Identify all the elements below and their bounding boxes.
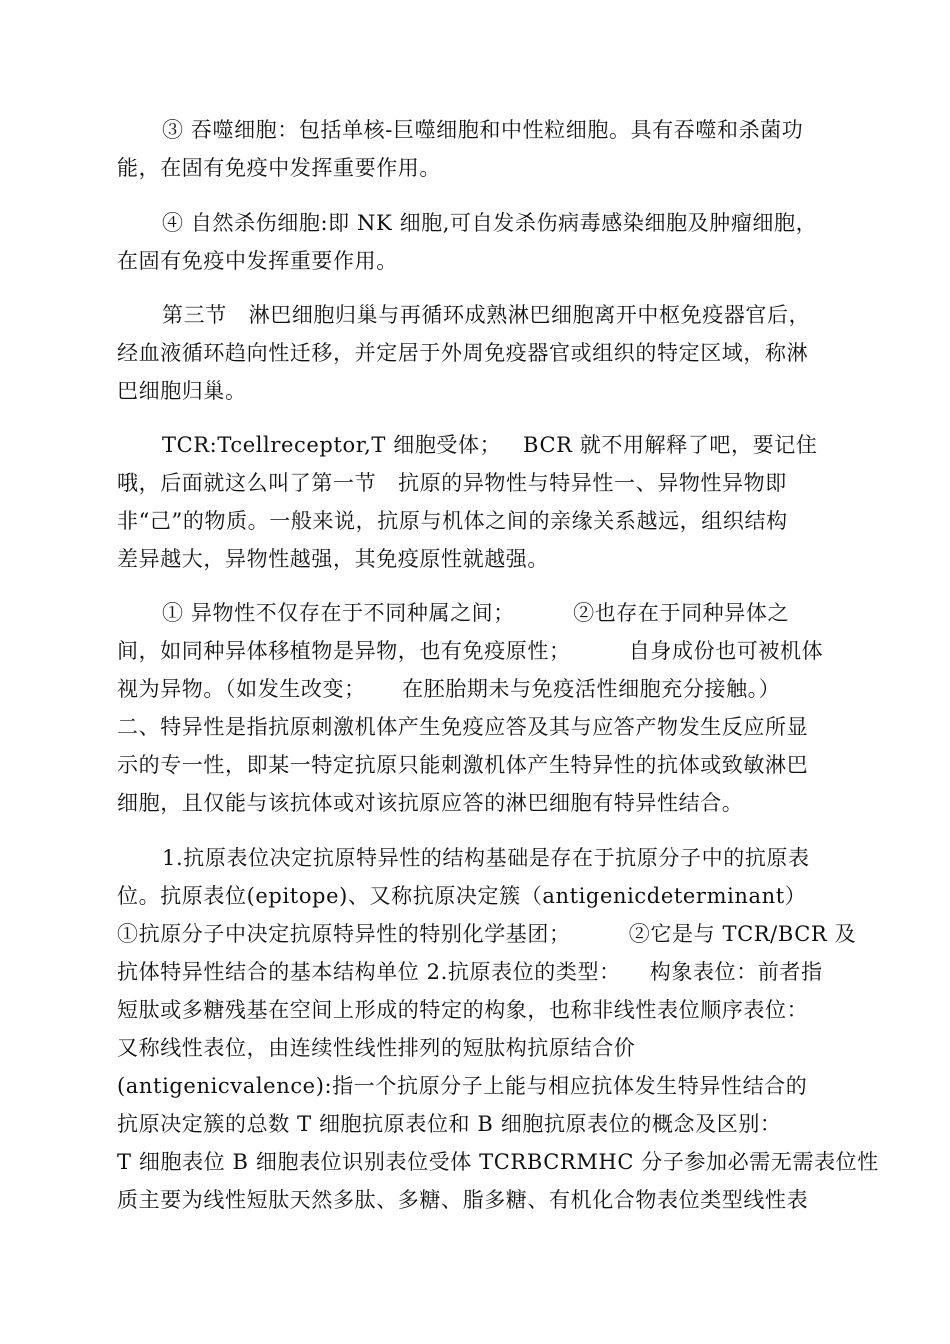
text-line: 第三节 淋巴细胞归巢与再循环成熟淋巴细胞离开中枢免疫器官后， bbox=[162, 303, 811, 327]
text-line: 二、特异性是指抗原刺激机体产生免疫应答及其与应答产物发生反应所显 bbox=[117, 715, 809, 739]
text-line: 又称线性表位，由连续性线性排列的短肽构抗原结合价 bbox=[117, 1036, 636, 1060]
text-line: ①抗原分子中决定抗原特异性的特别化学基团； ②它是与 TCR/BCR 及 bbox=[117, 922, 857, 946]
text-line: 间，如同种异体移植物是异物，也有免疫原性； 自身成份也可被机体 bbox=[117, 639, 824, 663]
text-line: 视为异物。（如发生改变； 在胚胎期未与免疫活性细胞充分接触。） bbox=[117, 677, 781, 701]
text-line: ④ 自然杀伤细胞:即 NK 细胞,可自发杀伤病毒感染细胞及肿瘤细胞， bbox=[162, 211, 818, 235]
text-line: 能，在固有免疫中发挥重要作用。 bbox=[117, 156, 441, 180]
text-line: 抗原决定簇的总数 T 细胞抗原表位和 B 细胞抗原表位的概念及区别： bbox=[117, 1112, 782, 1136]
text-line: 抗体特异性结合的基本结构单位 2.抗原表位的类型： 构象表位：前者指 bbox=[117, 960, 823, 984]
text-line: 细胞，且仅能与该抗体或对该抗原应答的淋巴细胞有特异性结合。 bbox=[117, 791, 744, 815]
text-line: 质主要为线性短肽天然多肽、多糖、脂多糖、有机化合物表位类型线性表 bbox=[117, 1188, 809, 1212]
text-line: 1.抗原表位决定抗原特异性的结构基础是存在于抗原分子中的抗原表 bbox=[162, 846, 810, 870]
text-line: ① 异物性不仅存在于不同种属之间； ②也存在于同种异体之 bbox=[162, 601, 790, 625]
text-line: 非“己”的物质。一般来说，抗原与机体之间的亲缘关系越远，组织结构 bbox=[117, 509, 788, 533]
text-line: 巴细胞归巢。 bbox=[117, 379, 247, 403]
text-line: 哦，后面就这么叫了第一节 抗原的异物性与特异性一、异物性异物即 bbox=[117, 471, 787, 495]
text-line: 示的专一性，即某一特定抗原只能刺激机体产生特异性的抗体或致敏淋巴 bbox=[117, 753, 809, 777]
text-line: 差异越大，异物性越强，其免疫原性就越强。 bbox=[117, 547, 549, 571]
text-line: T 细胞表位 B 细胞表位识别表位受体 TCRBCRMHC 分子参加必需无需表位性 bbox=[117, 1150, 879, 1174]
text-line: (antigenicvalence):指一个抗原分子上能与相应抗体发生特异性结合的 bbox=[117, 1074, 808, 1098]
text-line: 短肽或多糖残基在空间上形成的特定的构象，也称非线性表位顺序表位： bbox=[117, 998, 809, 1022]
text-line: 位。抗原表位(epitope)、又称抗原决定簇（antigenicdeterminant） bbox=[117, 884, 807, 908]
text-line: 在固有免疫中发挥重要作用。 bbox=[117, 249, 398, 273]
text-line: TCR:Tcellreceptor,T 细胞受体； BCR 就不用解释了吧，要记住 bbox=[162, 433, 818, 457]
text-line: 经血液循环趋向性迁移，并定居于外周免疫器官或组织的特定区域，称淋 bbox=[117, 341, 809, 365]
text-line: ③ 吞噬细胞：包括单核-巨噬细胞和中性粒细胞。具有吞噬和杀菌功 bbox=[162, 118, 804, 142]
